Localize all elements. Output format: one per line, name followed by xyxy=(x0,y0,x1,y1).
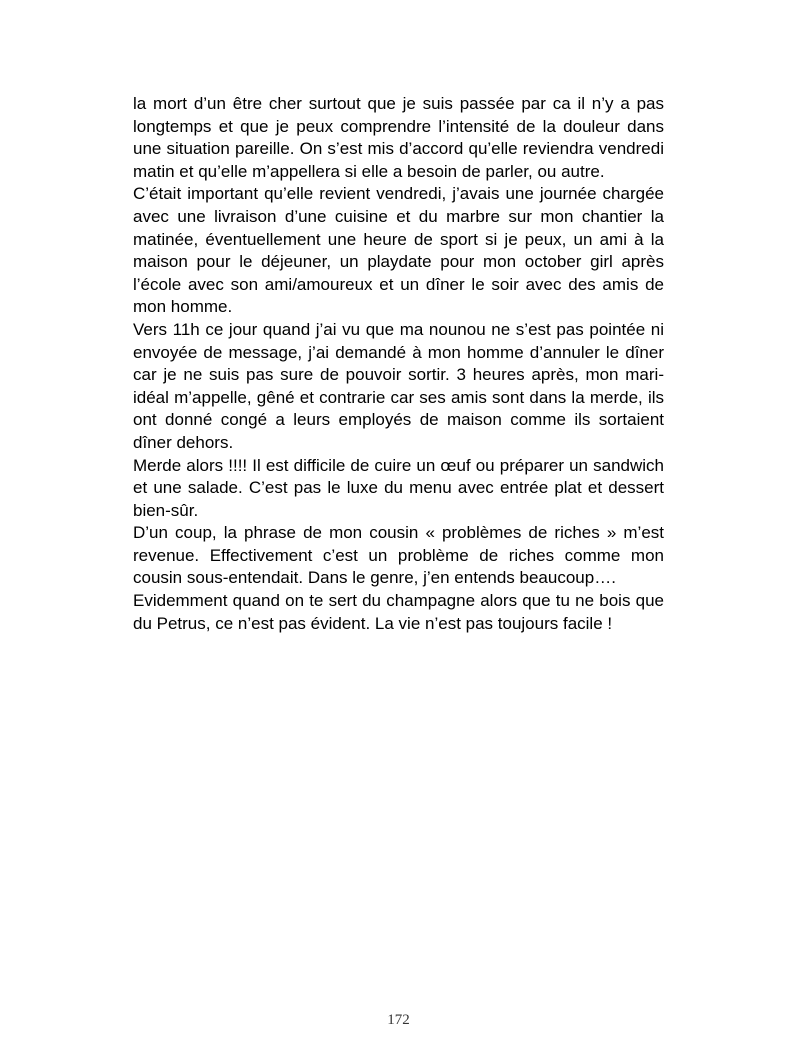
body-text xyxy=(133,93,664,635)
page-number: 172 xyxy=(387,1012,410,1028)
page-footer xyxy=(133,1011,664,1029)
paragraph-4: Merde alors !!!! Il est difficile de cuire un œuf ou préparer un sandwich et une salade. C’est pas le luxe du menu avec entrée plat et dessert bien-sûr. xyxy=(133,455,664,520)
paragraph-2: C’était important qu’elle revient vendredi, j’avais une journée chargée avec une livraison d’une cuisine et du marbre sur mon chantier la matinée, éventuellement une heure de sport si je peux, un ami à la maison pour le déjeuner, un playdate pour mon october girl après l’école avec son ami/amoureux et un dîner le soir avec des amis de mon homme. xyxy=(133,184,664,317)
paragraph-3: Vers 11h ce jour quand j’ai vu que ma nounou ne s’est pas pointée ni envoyée de message, j’ai demandé à mon homme d’annuler le dîner car je ne suis pas sure de pouvoir sortir. 3 heures après, mon mari-idéal m’appelle, gêné et contrarie car ses amis sont dans la merde, ils ont donné congé a leurs employés de maison comme ils sortaient dîner dehors. xyxy=(133,319,664,452)
paragraph-5: D’un coup, la phrase de mon cousin « problèmes de riches » m’est revenue. Effectivement c’est un problème de riches comme mon cousin sous-entendait. Dans le genre, j’en entends beaucoup…. xyxy=(133,523,664,588)
paragraph-6: Evidemment quand on te sert du champagne alors que tu ne bois que du Petrus, ce n’est pas évident. La vie n’est pas toujours facile ! xyxy=(133,591,664,633)
paragraph-1: la mort d’un être cher surtout que je suis passée par ca il n’y a pas longtemps et que je peux comprendre l’intensité de la douleur dans une situation pareille. On s’est mis d’accord qu’elle reviendra vendredi matin et qu’elle m’appellera si elle a besoin de parler, ou autre. xyxy=(133,94,664,181)
